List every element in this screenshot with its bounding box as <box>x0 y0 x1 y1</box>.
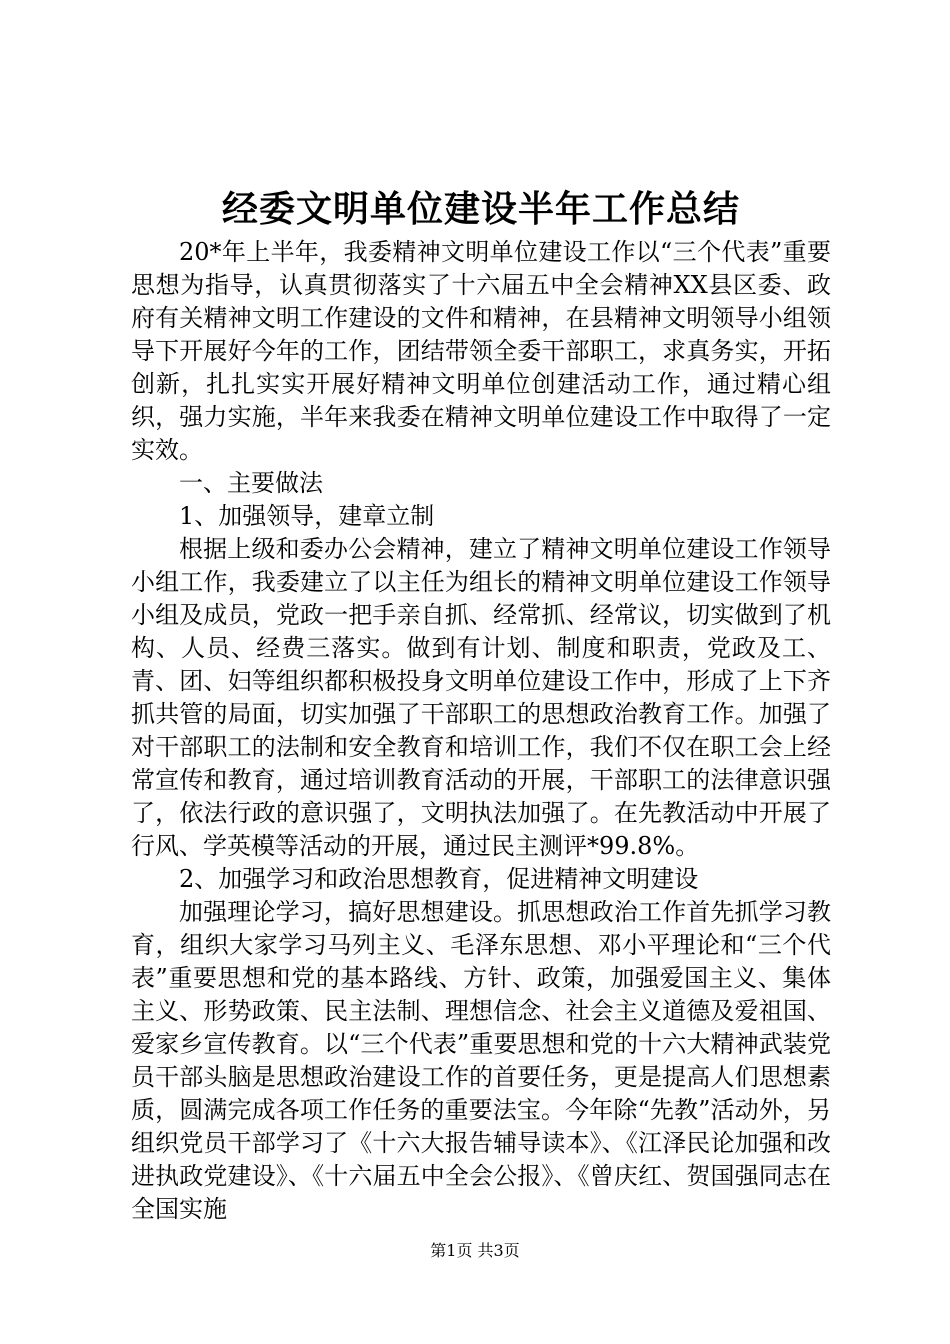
document-title: 经委文明单位建设半年工作总结 <box>221 188 740 230</box>
document-page <box>131 184 831 1226</box>
subheading-leadership: 1、加强领导，建章立制 <box>179 502 435 530</box>
paragraph-leadership: 根据上级和委办公会精神，建立了精神文明单位建设工作领导小组工作，我委建立了以主任为组长的精神文明单位建设工作领导小组及成员，党政一把手亲自抓、经常抓、经常议，切实做到了机构、人员、经费三落实。做到有计划、制度和职责，党政及工、青、团、妇等组织都积极投身文明单位建设工作中，形成了上下齐抓共管的局面，切实加强了干部职工的思想政治教育工作。加强了对干部职工的法制和安全教育和培训工作，我们不仅在职工会上经常宣传和教育，通过培训教育活动的开展，干部职工的法律意识强了，依法行政的意识强了，文明执法加强了。在先教活动中开展了行风、学英模等活动的开展，通过民主测评*99.8%。 <box>131 535 831 860</box>
paragraph-study-education: 加强理论学习，搞好思想建设。抓思想政治工作首先抓学习教育，组织大家学习马列主义、毛泽东思想、邓小平理论和“三个代表”重要思想和党的基本路线、方针、政策，加强爱国主义、集体主义、形势政策、民主法制、理想信念、社会主义道德及爱祖国、爱家乡宣传教育。以“三个代表”重要思想和党的十六大精神武装党员干部头脑是思想政治建设工作的首要任务，更是提高人们思想素质，圆满完成各项工作任务的重要法宝。今年除“先教”活动外，另组织党员干部学习了《十六大报告辅导读本》、《江泽民论加强和改进执政党建设》、《十六届五中全会公报》、《曾庆红、贺国强同志在全国实施 <box>131 898 831 1223</box>
subheading-study-education: 2、加强学习和政治思想教育，促进精神文明建设 <box>179 865 699 893</box>
page-footer: 第1页 共3页 <box>430 1241 520 1260</box>
paragraph-intro: 20*年上半年，我委精神文明单位建设工作以“三个代表”重要思想为指导，认真贯彻落实了十六届五中全会精神XX县区委、政府有关精神文明工作建设的文件和精神，在县精神文明领导小组领导下开展好今年的工作，团结带领全委干部职工，求真务实，开拓创新，扎扎实实开展好精神文明单位创建活动工作，通过精心组织，强力实施，半年来我委在精神文明单位建设工作中取得了一定实效。 <box>131 238 831 464</box>
section-heading-main-practices: 一、主要做法 <box>179 469 323 497</box>
